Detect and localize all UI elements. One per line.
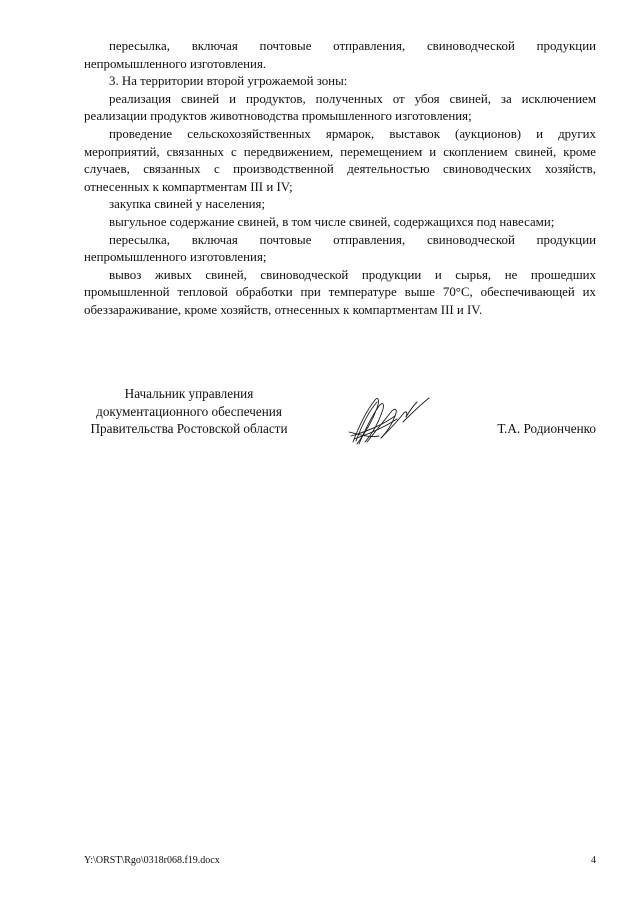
- handwritten-signature: [345, 392, 435, 450]
- footer-file-path: Y:\ORST\Rgo\0318r068.f19.docx: [84, 855, 220, 866]
- position-line: документационного обеспечения: [96, 403, 282, 419]
- position-line: Правительства Ростовской области: [90, 421, 288, 436]
- paragraph: проведение сельскохозяйственных ярмарок, выставок (аукционов) и других мероприятий, связанных с передвижением, перемещением и скоплением свиней, кроме случаев, связанных с производственной деятельностью свиноводческих хозяйств, отнесенных к компартментам III и IV;: [84, 126, 596, 194]
- paragraph: закупка свиней у населения;: [109, 197, 266, 212]
- signatory-name: Т.А. Родионченко: [497, 421, 596, 436]
- paragraph: пересылка, включая почтовые отправления, свиноводческой продукции непромышленного изготовления;: [84, 232, 596, 265]
- paragraph: вывоз живых свиней, свиноводческой продукции и сырья, не прошедших промышленной тепловой обработки при температуре выше 70°С, обеспечивающей их обеззараживание, кроме хозяйств, отнесенных к компартментам III и IV.: [84, 267, 596, 317]
- paragraph: реализация свиней и продуктов, полученных от убоя свиней, за исключением реализации продуктов животноводства промышленного изготовления;: [84, 91, 596, 124]
- page-number: 4: [591, 855, 596, 866]
- paragraph: выгульное содержание свиней, в том числе свиней, содержащихся под навесами;: [109, 214, 555, 229]
- signatory-position: [68, 385, 310, 438]
- position-line: Начальник управления: [124, 386, 254, 401]
- paragraph: 3. На территории второй угрожаемой зоны:: [109, 74, 348, 89]
- document-body: [84, 38, 596, 320]
- paragraph: пересылка, включая почтовые отправления, свиноводческой продукции непромышленного изготовления.: [84, 39, 596, 71]
